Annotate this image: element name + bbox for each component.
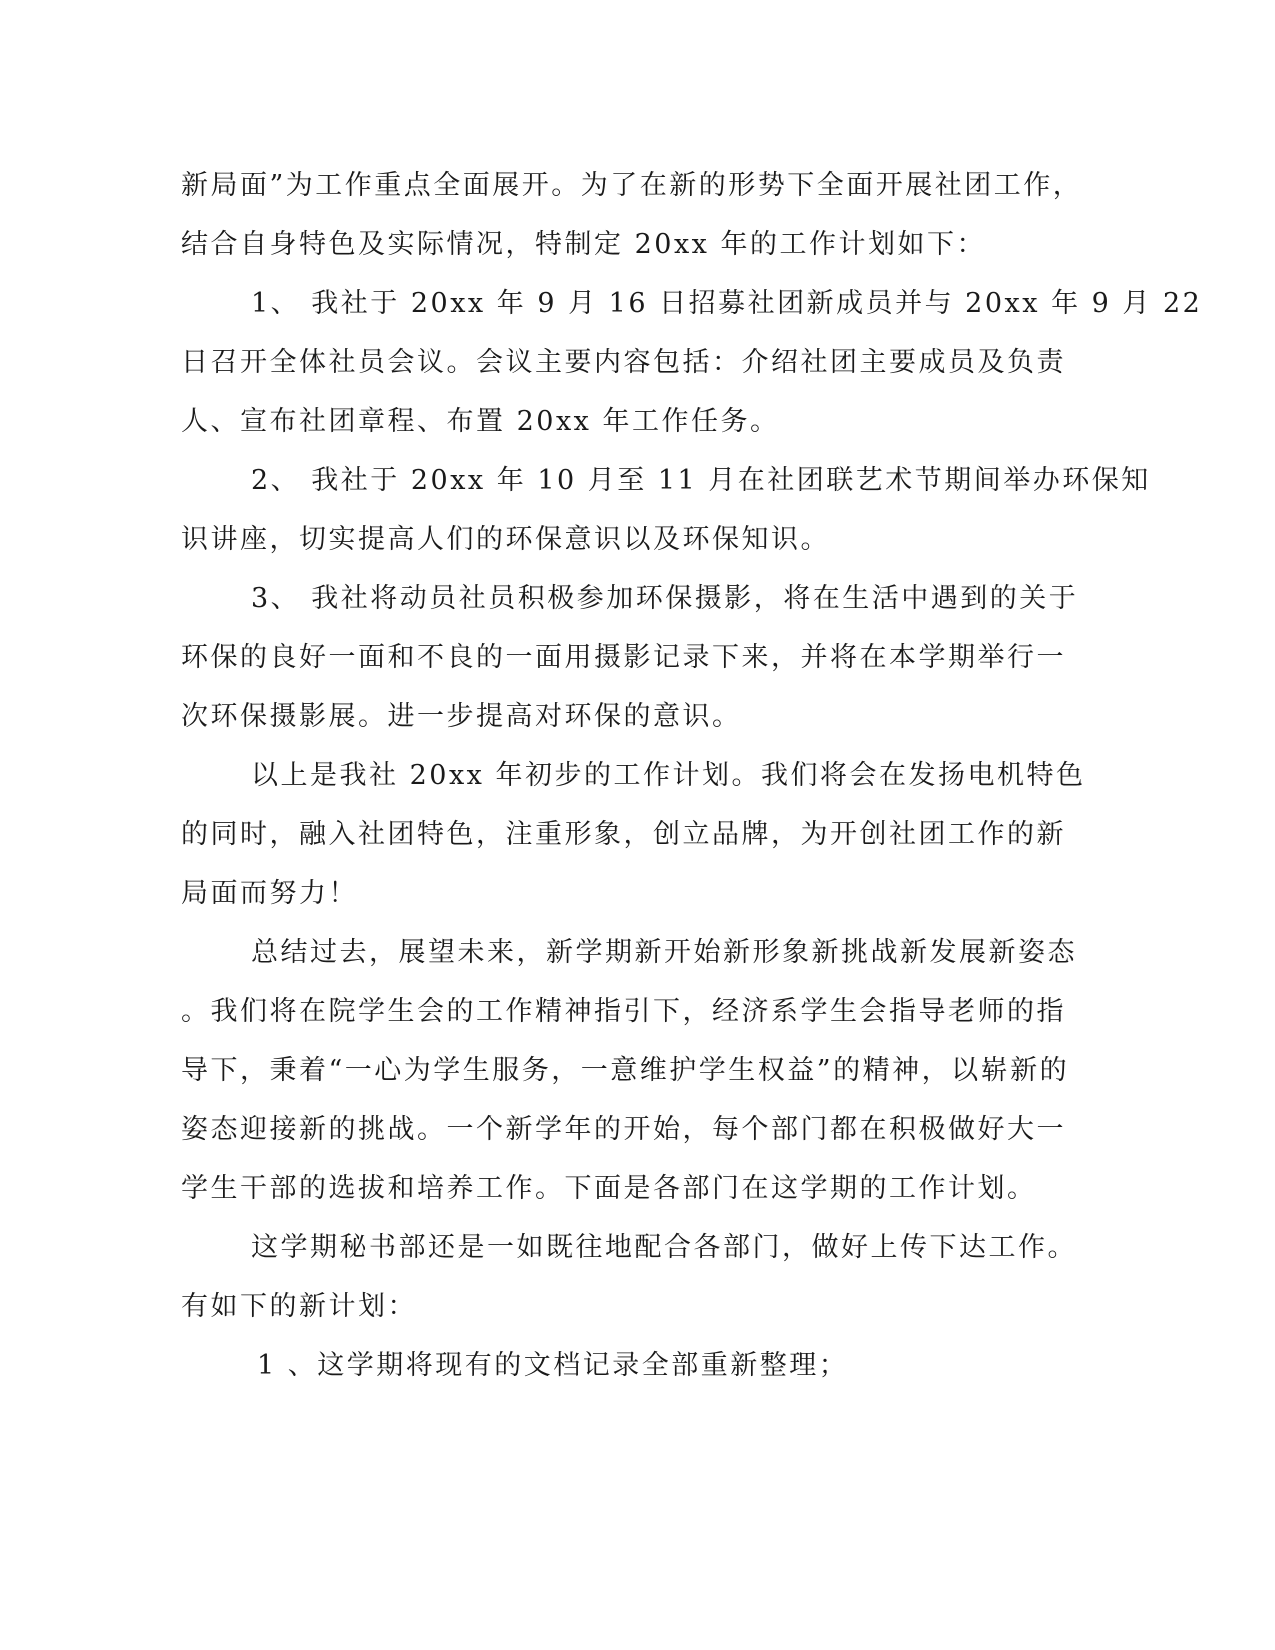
text-line: 1、 我社于 20xx 年 9 月 16 日招募社团新成员并与 20xx 年 9 月 22	[251, 288, 1203, 319]
text-line: 环保的良好一面和不良的一面用摄影记录下来，并将在本学期举行一	[181, 642, 1066, 673]
text-line: 局面而努力！	[181, 878, 358, 909]
text-line: 3、 我社将动员社员积极参加环保摄影，将在生活中遇到的关于	[251, 583, 1079, 614]
text-line: 结合自身特色及实际情况，特制定 20xx 年的工作计划如下：	[181, 229, 986, 260]
text-line: 的同时，融入社团特色，注重形象，创立品牌，为开创社团工作的新	[181, 819, 1066, 850]
text-line: 有如下的新计划：	[181, 1291, 417, 1322]
text-line: 次环保摄影展。进一步提高对环保的意识。	[181, 701, 742, 732]
text-line: 新局面”为工作重点全面展开。为了在新的形势下全面开展社团工作，	[181, 170, 1083, 201]
text-line: 识讲座，切实提高人们的环保意识以及环保知识。	[181, 524, 830, 555]
text-line: 导下，秉着“一心为学生服务，一意维护学生权益”的精神，以崭新的	[181, 1055, 1070, 1086]
document-body	[181, 156, 1203, 1395]
text-line: 这学期秘书部还是一如既往地配合各部门，做好上传下达工作。	[251, 1232, 1077, 1263]
text-line: 人、宣布社团章程、布置 20xx 年工作任务。	[181, 406, 780, 437]
text-line: 。我们将在院学生会的工作精神指引下，经济系学生会指导老师的指	[181, 996, 1066, 1027]
text-line: 姿态迎接新的挑战。一个新学年的开始，每个部门都在积极做好大一	[181, 1114, 1066, 1145]
text-line: 总结过去，展望未来，新学期新开始新形象新挑战新发展新姿态	[251, 937, 1077, 968]
text-line: 以上是我社 20xx 年初步的工作计划。我们将会在发扬电机特色	[251, 760, 1086, 791]
text-line: 学生干部的选拔和培养工作。下面是各部门在这学期的工作计划。	[181, 1173, 1037, 1204]
text-line: 1 、这学期将现有的文档记录全部重新整理；	[257, 1350, 849, 1381]
text-line: 2、 我社于 20xx 年 10 月至 11 月在社团联艺术节期间举办环保知	[251, 465, 1151, 496]
text-line: 日召开全体社员会议。会议主要内容包括：介绍社团主要成员及负责	[181, 347, 1066, 378]
